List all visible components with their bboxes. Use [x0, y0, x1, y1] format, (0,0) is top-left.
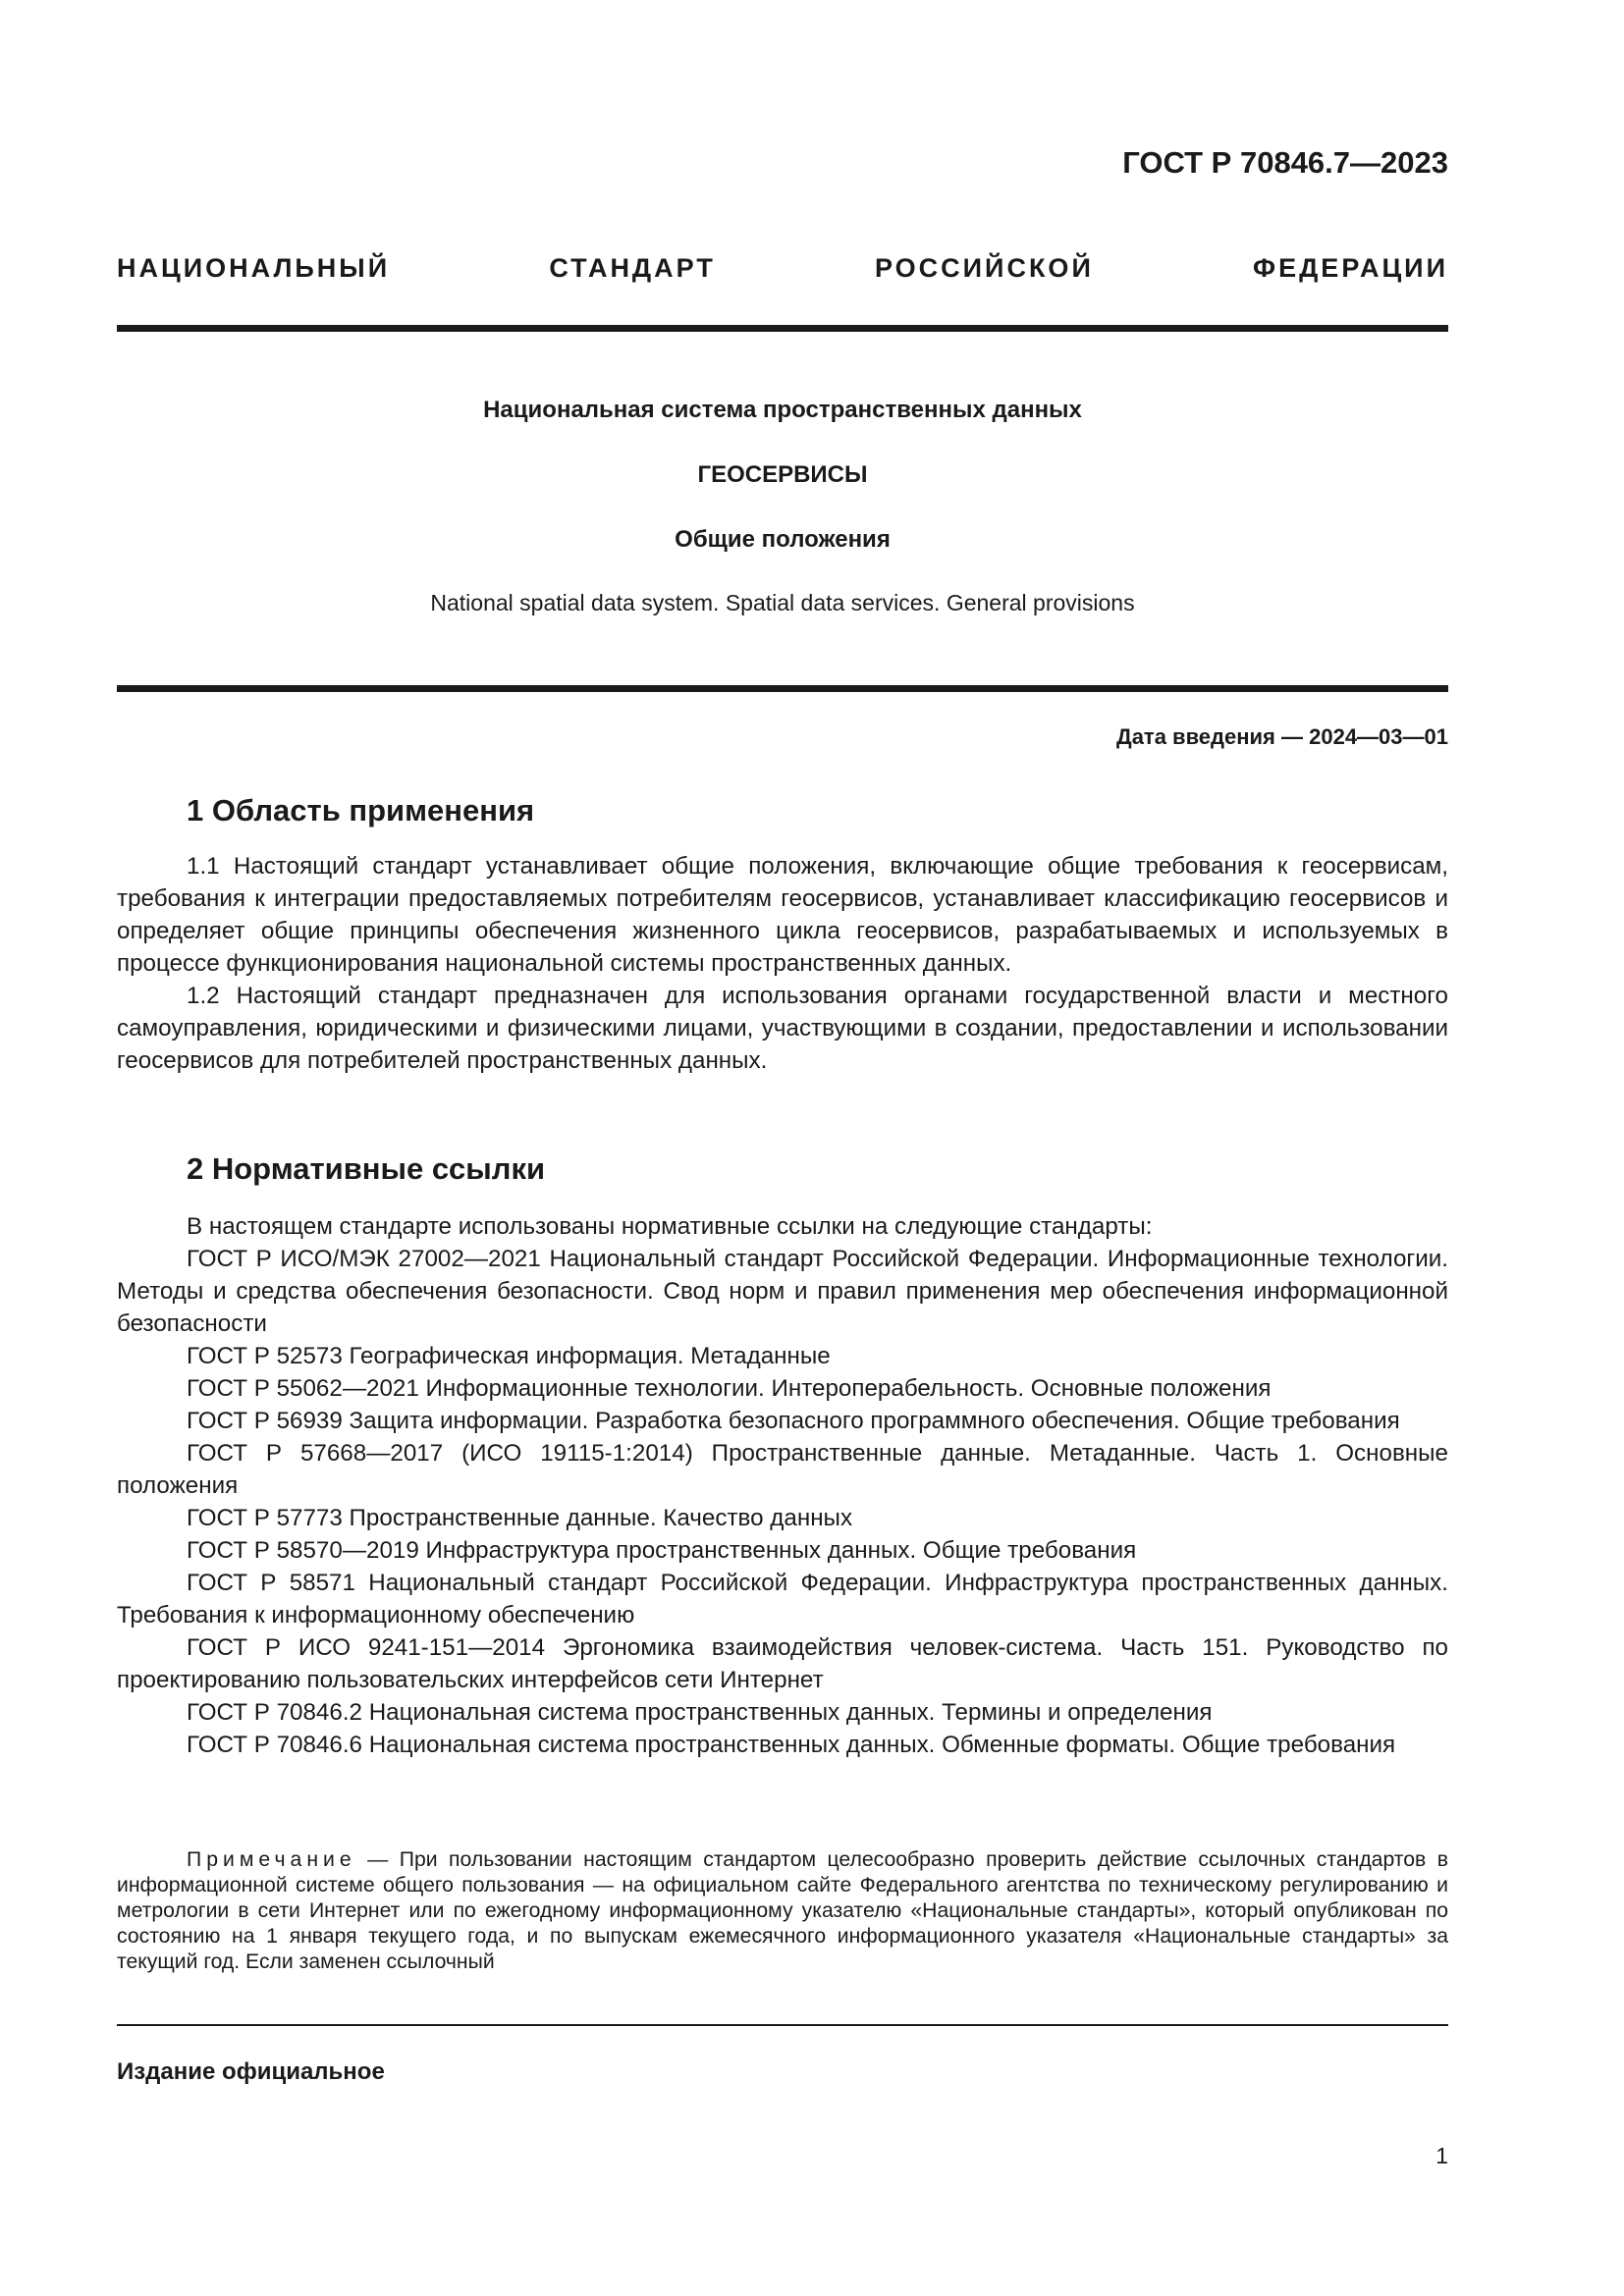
- note-text: — При пользовании настоящим стандартом целесообразно проверить действие ссылочных стандартов в информационной системе общего пользования — на официальном сайте Федерального агентства по техническому регулированию и метрологии в сети Интернет или по ежегодному информационному указателю «Национальные стандарты», который опубликован по состоянию на 1 января текущего года, и по выпускам ежемесячного информационного указателя «Национальные стандарты» за текущий год. Если заменен ссылочный: [117, 1848, 1448, 1973]
- part-title: Общие положения: [675, 526, 891, 553]
- references-intro: В настоящем стандарте использованы нормативные ссылки на следующие стандарты:: [187, 1213, 1153, 1240]
- national-standard-title: НАЦИОНАЛЬНЫЙ СТАНДАРТ РОССИЙСКОЙ ФЕДЕРАЦИИ: [117, 253, 1448, 283]
- reference-item: ГОСТ Р 52573 Географическая информация. Метаданные: [187, 1343, 831, 1369]
- system-title: Национальная система пространственных данных: [483, 397, 1082, 423]
- official-edition-label: Издание официальное: [117, 2058, 385, 2085]
- reference-item: ГОСТ Р 57668—2017 (ИСО 19115-1:2014) Пространственные данные. Метаданные. Часть 1. Основные положения: [117, 1440, 1448, 1499]
- reference-item: ГОСТ Р ИСО/МЭК 27002—2021 Национальный стандарт Российской Федерации. Информационные технологии. Методы и средства обеспечения безопасности. Свод норм и правил применения мер обеспечения информационной безопасности: [117, 1246, 1448, 1337]
- reference-item: ГОСТ Р 58570—2019 Инфраструктура пространственных данных. Общие требования: [187, 1537, 1137, 1564]
- section-1-heading: 1 Область применения: [187, 793, 535, 828]
- reference-item: ГОСТ Р 70846.6 Национальная система пространственных данных. Обменные форматы. Общие требования: [187, 1732, 1396, 1758]
- document-number: ГОСТ Р 70846.7—2023: [1122, 145, 1448, 180]
- note-block: [117, 1847, 1448, 1975]
- english-title: National spatial data system. Spatial data services. General provisions: [430, 590, 1135, 615]
- section-2-heading: 2 Нормативные ссылки: [187, 1151, 546, 1186]
- note-label: Примечание: [187, 1848, 356, 1871]
- section-1-body: [117, 850, 1448, 1077]
- footer-rule: [117, 2024, 1448, 2026]
- reference-item: ГОСТ Р 55062—2021 Информационные технологии. Интероперабельность. Основные положения: [187, 1375, 1272, 1402]
- section-2-body: [117, 1210, 1448, 1761]
- reference-item: ГОСТ Р 56939 Защита информации. Разработка безопасного программного обеспечения. Общие требования: [187, 1408, 1400, 1434]
- reference-item: ГОСТ Р 58571 Национальный стандарт Российской Федерации. Инфраструктура пространственных данных. Требования к информационному обеспечению: [117, 1570, 1448, 1629]
- introduction-date: Дата введения — 2024—03—01: [1116, 724, 1448, 749]
- subject-title: ГЕОСЕРВИСЫ: [697, 461, 868, 488]
- page-number: 1: [1435, 2143, 1448, 2168]
- reference-item: ГОСТ Р 70846.2 Национальная система пространственных данных. Термины и определения: [187, 1699, 1213, 1726]
- paragraph-1-1: 1.1 Настоящий стандарт устанавливает общие положения, включающие общие требования к геосервисам, требования к интеграции предоставляемых потребителям геосервисов, устанавливает классификацию геосервисов и определяет общие принципы обеспечения жизненного цикла геосервисов, разрабатываемых и используемых в процессе функционирования национальной системы пространственных данных.: [117, 853, 1448, 977]
- reference-item: ГОСТ Р ИСО 9241-151—2014 Эргономика взаимодействия человек-система. Часть 151. Руководство по проектированию пользовательских интерфейсов сети Интернет: [117, 1634, 1448, 1693]
- paragraph-1-2: 1.2 Настоящий стандарт предназначен для использования органами государственной власти и местного самоуправления, юридическими и физическими лицами, участвующими в создании, предоставлении и использовании геосервисов для потребителей пространственных данных.: [117, 983, 1448, 1074]
- title-block-rule: [117, 685, 1448, 692]
- top-rule: [117, 325, 1448, 332]
- reference-item: ГОСТ Р 57773 Пространственные данные. Качество данных: [187, 1505, 853, 1531]
